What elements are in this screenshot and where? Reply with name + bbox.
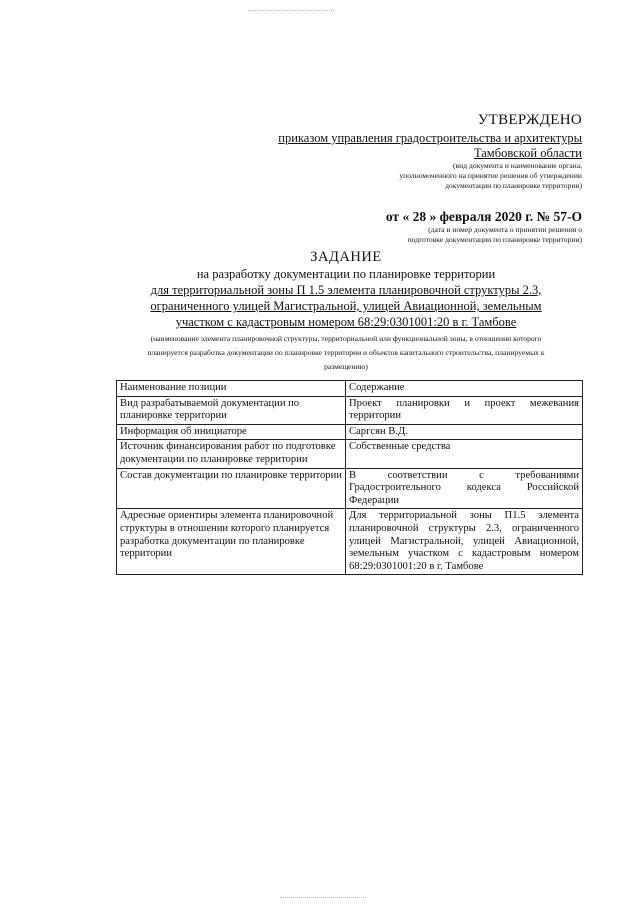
task-line-3: ограниченного улицей Магистральной, улицей Авиационной, земельным	[150, 299, 542, 313]
table-cell-name: Состав документации по планировке территории	[117, 468, 346, 509]
table-row	[117, 381, 583, 397]
table-cell-name: Адресные ориентиры элемента планировочной структуры в отношении которого планируется разработка документации по планировке территории	[117, 509, 346, 575]
table-cell-name: Вид разрабатываемой документации по планировке территории	[117, 396, 346, 424]
table-cell-content: В соответствии с требованиями Градостроительного кодекса Российской Федерации	[346, 468, 583, 509]
approval-block	[278, 112, 582, 245]
table-cell-content: Саргсян В.Д.	[346, 424, 583, 440]
date-note-2: подготовке документации по планировке территории)	[407, 235, 582, 244]
table-row	[117, 440, 583, 468]
table-cell-content: Содержание	[346, 381, 583, 397]
table-row	[117, 509, 583, 575]
scan-artifact-bottom	[280, 897, 366, 898]
approval-note-3: документации по планировке территории)	[445, 181, 582, 190]
table-cell-name: Информация об инициаторе	[117, 424, 346, 440]
task-note-1: (наименование элемента планировочной структуры, территориальной или функциональной зоны, в отношении которого	[150, 334, 542, 343]
task-table	[116, 380, 583, 575]
approval-note-1: (вид документа и наименование органа,	[453, 161, 582, 170]
task-line-1: на разработку документации по планировке территории	[196, 267, 496, 281]
approval-note-2: уполномоченного на принятие решения об утверждении	[399, 171, 582, 180]
task-line-4: участком с кадастровым номером 68:29:0301001:20 в г. Тамбове	[175, 315, 517, 329]
table-cell-content: Собственные средства	[346, 440, 583, 468]
approval-authority-line1: приказом управления градостроительства и архитектуры	[278, 131, 582, 145]
approval-authority-line2: Тамбовской области	[473, 146, 582, 160]
task-note-3: размещению)	[324, 362, 368, 371]
table-cell-content: Проект планировки и проект межевания территории	[346, 396, 583, 424]
task-note-2: планируется разработка документации по планировке территории и объектов капитального строительства, планируемых к	[147, 348, 545, 357]
date-note-1: (дата и номер документа о принятии решения о	[428, 225, 582, 234]
task-heading: ЗАДАНИЕ	[310, 249, 382, 265]
task-line-2: для территориальной зоны П 1.5 элемента планировочной структуры 2.3,	[150, 283, 542, 297]
scan-artifact-top	[248, 10, 334, 11]
table-row	[117, 424, 583, 440]
table-cell-name: Наименование позиции	[117, 381, 346, 397]
approved-title: УТВЕРЖДЕНО	[477, 112, 582, 128]
approval-date-number: от « 28 » февраля 2020 г. № 57-О	[385, 209, 582, 224]
table-cell-content: Для территориальной зоны П1.5 элемента планировочной структуры 2.3, ограниченного улицей Магистральной, улицей Авиационной, земельным участком с кадастровым номером 68:29:0301001:20 в г. Тамбове	[346, 509, 583, 575]
table-row	[117, 396, 583, 424]
table-cell-name: Источник финансирования работ по подготовке документации по планировке территории	[117, 440, 346, 468]
task-block	[96, 249, 596, 372]
table-row	[117, 468, 583, 509]
